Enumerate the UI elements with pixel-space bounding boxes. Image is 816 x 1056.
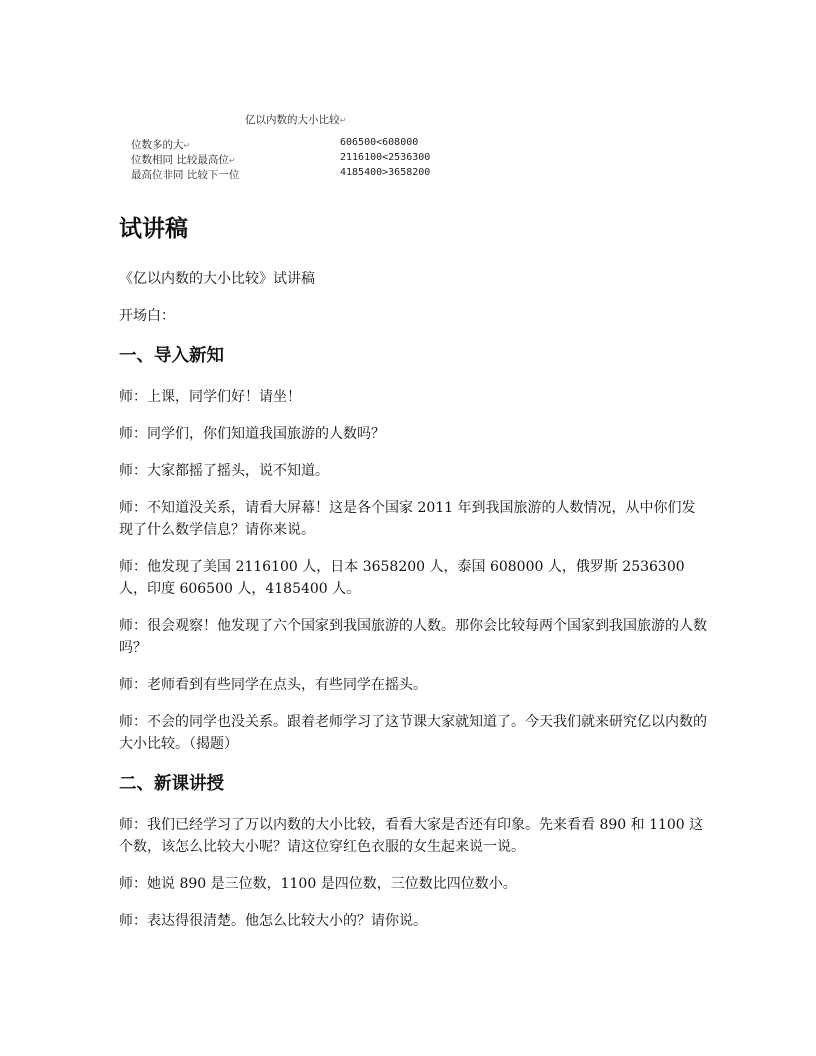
board-row bbox=[131, 152, 451, 166]
board-row bbox=[131, 167, 451, 181]
dialogue-paragraph: 师：不知道没关系，请看大屏幕！这是各个国家 2011 年到我国旅游的人数情况，从中你们发现了什么数学信息？请你来说。 bbox=[119, 500, 696, 538]
board-example: 4185400>3658200 bbox=[340, 167, 431, 178]
board-rule: 最高位非同 比较下一位 bbox=[131, 169, 240, 181]
dialogue-paragraph: 师：他发现了美国 2116100 人，日本 3658200 人，泰国 608000 人，俄罗斯 2536300 人，印度 606500 人，4185400 人。 bbox=[119, 559, 685, 597]
section-heading-intro: 一、导入新知 bbox=[119, 346, 224, 366]
board-rule: 位数相同 比较最高位↵ bbox=[131, 154, 236, 166]
board-rule: 位数多的大↵ bbox=[131, 139, 191, 151]
dialogue-paragraph: 师：不会的同学也没关系。跟着老师学习了这节课大家就知道了。今天我们就来研究亿以内数的大小比较。（揭题） bbox=[119, 714, 707, 752]
document-subtitle: 《亿以内数的大小比较》试讲稿 bbox=[119, 271, 315, 287]
dialogue-paragraph: 师：我们已经学习了万以内数的大小比较，看看大家是否还有印象。先来看看 890 和 1100 这个数，该怎么比较大小呢？请这位穿红色衣服的女生起来说一说。 bbox=[119, 817, 704, 855]
dialogue-paragraph: 师：上课，同学们好！请坐！ bbox=[119, 389, 301, 405]
dialogue-paragraph: 师：很会观察！他发现了六个国家到我国旅游的人数。那你会比较每两个国家到我国旅游的人数吗？ bbox=[119, 618, 707, 656]
dialogue-paragraph: 师：同学们，你们知道我国旅游的人数吗？ bbox=[119, 426, 385, 442]
dialogue-paragraph: 师：她说 890 是三位数，1100 是四位数，三位数比四位数小。 bbox=[119, 876, 517, 892]
section-heading-new-lesson: 二、新课讲授 bbox=[119, 774, 224, 794]
board-example: 606500<608000 bbox=[340, 137, 419, 148]
blackboard-summary-image bbox=[126, 112, 456, 187]
dialogue-paragraph: 师：大家都摇了摇头，说不知道。 bbox=[119, 463, 329, 479]
board-title: 亿以内数的大小比较↵ bbox=[245, 114, 347, 126]
board-example: 2116100<2536300 bbox=[340, 152, 431, 163]
board-row bbox=[131, 137, 451, 151]
opening-label: 开场白： bbox=[119, 308, 175, 324]
document-body bbox=[119, 212, 709, 947]
dialogue-paragraph: 师：老师看到有些同学在点头，有些同学在摇头。 bbox=[119, 677, 427, 693]
dialogue-paragraph: 师：表达得很清楚。他怎么比较大小的？请你说。 bbox=[119, 913, 427, 929]
document-title: 试讲稿 bbox=[119, 216, 188, 242]
